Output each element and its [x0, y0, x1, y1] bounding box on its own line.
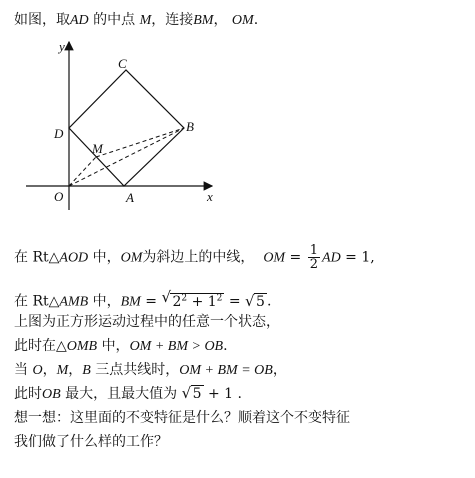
text: 在 Rt△	[14, 249, 60, 266]
base: 2	[172, 293, 182, 310]
radicand: 5	[256, 293, 265, 310]
x-axis-label: x	[207, 189, 213, 204]
equation: OM + BM = OB	[179, 363, 273, 378]
point-a-label: A	[126, 190, 134, 205]
think-question-line-2: 我们做了什么样的工作？	[14, 434, 168, 450]
sqrt-expression: √ $2^2 + 1^2$	[161, 288, 223, 310]
point-m-label: M	[92, 141, 103, 156]
solution-line-3: 上图为正方形运动过程中的任意一个状态，	[14, 314, 280, 330]
point-m-label: M	[139, 13, 152, 28]
intro-text: ，连接	[151, 12, 194, 28]
text: 三点共线时，	[95, 362, 180, 378]
point-b: B	[82, 363, 91, 378]
text: 为斜边上的中线，	[142, 249, 255, 266]
sqrt-five: √ 5	[245, 291, 265, 310]
segment-ad: AD	[70, 13, 89, 28]
solution-line-1	[14, 244, 375, 271]
inequality: OM + BM > OB	[129, 339, 224, 354]
numerator: 1	[309, 243, 319, 258]
text: 最大，且最大值为	[65, 386, 178, 402]
text: .	[223, 338, 228, 354]
segment-ob-dashed	[69, 128, 184, 186]
intro-text: ，	[213, 12, 228, 28]
text: 中，	[101, 338, 130, 354]
y-axis-label: y	[59, 39, 65, 54]
sqrt-five: √ 5	[181, 384, 202, 402]
equals-sign: =	[228, 293, 241, 310]
denominator: 2	[309, 257, 319, 272]
triangle-amb: AMB	[59, 294, 89, 310]
segment-om: OM	[263, 250, 286, 266]
segment-bm: BM	[193, 13, 214, 28]
point-o-label: O	[54, 189, 64, 204]
point-b-label: B	[186, 119, 194, 134]
radicand: 5	[192, 386, 202, 402]
triangle-aod: AOD	[59, 250, 89, 266]
think-question-line-1: 想一想：这里面的不变特征是什么？顺着这个不变特征	[14, 410, 350, 426]
text: ，	[272, 362, 287, 378]
segment-om: OM	[231, 13, 254, 28]
triangle-omb: OMB	[66, 339, 98, 354]
text: ，	[42, 362, 57, 378]
segment-om-dashed	[69, 157, 96, 186]
text: ，	[68, 362, 83, 378]
segment-ob: OB	[42, 387, 61, 402]
text: 此时	[14, 386, 42, 402]
segment-om: OM	[120, 250, 143, 266]
solution-line-2	[14, 288, 271, 313]
intro-text: 如图，取	[14, 12, 70, 28]
point-c-label: C	[118, 56, 127, 71]
text: + 1 .	[203, 386, 242, 402]
exponent: 2	[216, 293, 223, 303]
intro-text: .	[253, 12, 259, 28]
segment-bm: BM	[120, 294, 141, 310]
text: .	[266, 293, 272, 310]
solution-line-5	[14, 360, 287, 381]
solution-line-4	[14, 336, 228, 357]
point-o: O	[32, 363, 43, 378]
segment-ad: AD	[322, 250, 341, 266]
fraction-one-half	[308, 244, 320, 271]
equals-sign: =	[289, 249, 302, 266]
solution-line-6	[14, 384, 242, 405]
text: 在 Rt△	[14, 293, 60, 310]
exponent: 2	[181, 293, 188, 303]
segment-mb-dashed	[96, 128, 184, 157]
text: + 1	[187, 293, 217, 310]
text: 中，	[92, 249, 121, 266]
equals-sign: =	[145, 293, 158, 310]
text: 中，	[92, 293, 121, 310]
point-m: M	[56, 363, 69, 378]
intro-text: 的中点	[93, 12, 136, 28]
text: 此时在△	[14, 338, 67, 354]
text: = 1,	[345, 249, 375, 266]
square-abcd	[69, 70, 184, 186]
point-d-label: D	[54, 126, 64, 141]
text: 当	[14, 362, 28, 378]
